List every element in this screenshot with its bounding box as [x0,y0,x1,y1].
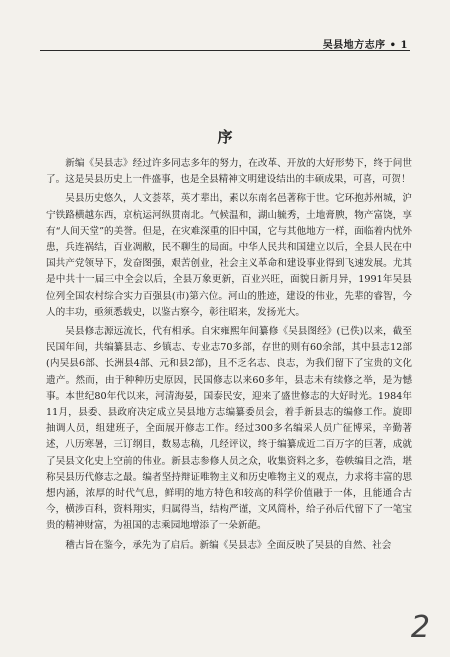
running-head: 吴县地方志序 • 1 [322,40,408,51]
preface-body [46,156,412,557]
paragraph-4: 稽古旨在鉴今，承先为了启后。新编《吴县志》全面反映了吴县的自然、社会 [65,539,392,551]
paragraph-2: 吴县历史悠久，人文荟萃，英才辈出，素以东南名邑著称于世。它环抱苏州城，沪宁铁路横越东西，京杭运河纵贯南北。气候温和，湖山毓秀，土地膏腴，物产富饶，享有“人间天堂”的美誉。但是，在灾难深重的旧中国，它与其他地方一样，面临着内忧外患，兵连祸结，百业凋敝，民不聊生的局面。中华人民共和国建立以后，全县人民在中国共产党领导下，发奋图强，艰苦创业，社会主义革命和建设事业得到飞速发展。尤其是中共十一届三中全会以后，全县万象更新，百业兴旺，面貌日新月异，1991年吴县位列全国农村综合实力百强县(市)第六位。河山的胜迹，建设的伟业，先辈的睿智，今人的丰功，亟须悉载史，以鉴古察今，彰往昭来，发扬光大。 [46,193,412,318]
header-rule [40,50,410,51]
page-title: 序 [217,128,233,146]
paragraph-3: 吴县修志源远流长，代有相承。自宋雍熙年间纂修《吴县图经》(已佚)以来，截至民国年间，共编纂县志、乡镇志、专业志70多部，存世的则有60余部，其中县志12部(内吴县6部、长洲县4部、元和县2部)，且不乏名志、良志，为我们留下了宝贵的文化遗产。然而，由于种种历史原因，民国修志以来60多年，县志未有续修之举，是为憾事。本世纪80年代以来，河清海晏，国泰民安，迎来了盛世修志的大好时光。1984年11月，县委、县政府决定成立吴县地方志编纂委员会，着手新县志的编修工作。旋即抽调人员，组建班子，全面展开修志工作。经过300多名编采人员广征博采，辛勤著述，八历寒暑，三订纲目，数易志稿，几经评议，终于编纂成近二百万字的巨著，成就了吴县文化史上空前的伟业。新县志参修人员之众，收集资料之多，卷帙编目之浩，堪称吴县历代修志之最。编者坚持辩证唯物主义和历史唯物主义的观点，力求将丰富的思想内涵，浓厚的时代气息，鲜明的地方特色和较高的科学价值融于一体，且能通合古今，横涉百科，资料翔实，归属得当，结构严谨，文风简朴，给子孙后代留下了一笔宝贵的精神财富，为祖国的志乘园地增添了一朵新葩。 [46,326,412,532]
paragraph-1: 新编《吴县志》经过许多同志多年的努力，在改革、开放的大好形势下，终于问世了。这是吴县历史上一件盛事，也是全县精神文明建设结出的丰硕成果，可喜，可贺！ [46,158,412,186]
handwritten-page-number: 2 [410,610,430,645]
